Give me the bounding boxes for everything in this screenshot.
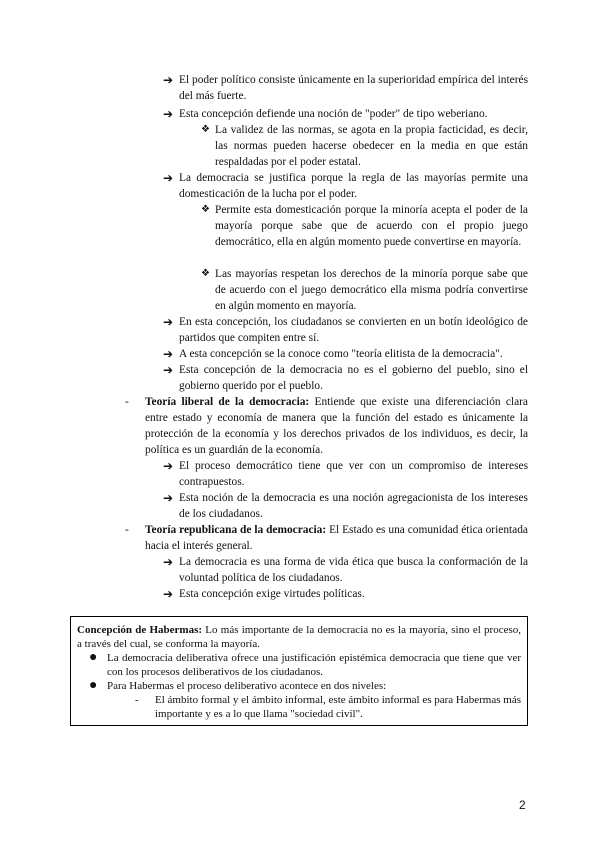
box-intro [77, 623, 521, 651]
dash-item [125, 522, 528, 554]
arrow-icon: ➔ [163, 73, 174, 87]
diamond-item [201, 122, 528, 170]
arrow-item [163, 170, 528, 202]
item-text: En esta concepción, los ciudadanos se convierten en un botín ideológico de partidos que compiten entre sí. [179, 316, 528, 344]
arrow-icon: ➔ [163, 491, 174, 505]
item-text: Esta concepción exige virtudes políticas. [179, 588, 365, 600]
arrow-icon: ➔ [163, 107, 174, 121]
item-body: El Estado es una comunidad ética orientada hacia el interés general. [145, 524, 528, 552]
item-text: La validez de las normas, se agota en la propia facticidad, es decir, las normas pueden hacerse obedecer en la media en que están respaldadas por el poder estatal. [215, 124, 528, 168]
item-heading: Teoría liberal de la democracia: [145, 396, 310, 408]
item-text: A esta concepción se la conoce como "teoría elitista de la democracia". [179, 348, 503, 360]
arrow-icon: ➔ [163, 587, 174, 601]
item-body: Entiende que existe una diferenciación clara entre estado y economía de manera que la función del estado es únicamente la protección de la economía y los derechos privados de los individuos, es decir, la política es un guardián de la economía. [145, 396, 528, 456]
item-text [145, 394, 528, 458]
item-text: El poder político consiste únicamente en la superioridad empírica del interés del más fuerte. [179, 74, 528, 102]
habermas-box [70, 616, 528, 726]
sub-item-text: El ámbito formal y el ámbito informal, este ámbito informal es para Habermas más importante y es a lo que llama "sociedad civil". [155, 694, 521, 720]
arrow-icon: ➔ [163, 555, 174, 569]
bullet-icon: ● [89, 650, 98, 665]
diamond-icon: ❖ [201, 204, 210, 215]
arrow-item [163, 554, 528, 586]
item-text: El proceso democrático tiene que ver con un compromiso de intereses contrapuestos. [179, 460, 528, 488]
dash-icon: - [135, 694, 139, 706]
item-text: Permite esta domesticación porque la minoría acepta el poder de la mayoría porque sabe que de acuerdo con el propio juego democrático, ella en algún momento puede convertirse en mayoría. [215, 204, 528, 248]
arrow-item [163, 458, 528, 490]
arrow-item [163, 586, 528, 602]
arrow-icon: ➔ [163, 363, 174, 377]
arrow-icon: ➔ [163, 459, 174, 473]
box-title: Concepción de Habermas: [77, 624, 203, 636]
arrow-item [163, 106, 528, 122]
bullet-text: Para Habermas el proceso deliberativo acontece en dos niveles: [107, 680, 387, 692]
bullet-text: La democracia deliberativa ofrece una justificación epistémica democracia que tiene que ver con los procesos deliberativos de los ciudadanos. [107, 652, 521, 678]
dash-icon: - [125, 396, 129, 408]
arrow-item [163, 314, 528, 346]
diamond-icon: ❖ [201, 124, 210, 135]
item-text: Esta noción de la democracia es una noción agregacionista de los intereses de los ciudadanos. [179, 492, 528, 520]
diamond-item [201, 266, 528, 314]
box-intro-text: Lo más importante de la democracia no es la mayoría, sino el proceso, a través del cual, se conforma la mayoría. [77, 624, 521, 650]
page-number: 2 [519, 798, 526, 812]
item-text: La democracia se justifica porque la regla de las mayorías permite una domesticación de la lucha por el poder. [179, 172, 528, 200]
item-text [145, 522, 528, 554]
box-sub-item [135, 693, 521, 721]
diamond-icon: ❖ [201, 268, 210, 279]
diamond-item [201, 202, 528, 250]
arrow-icon: ➔ [163, 315, 174, 329]
box-bullet [89, 679, 521, 693]
arrow-item [163, 490, 528, 522]
arrow-icon: ➔ [163, 347, 174, 361]
arrow-icon: ➔ [163, 171, 174, 185]
dash-icon: - [125, 524, 129, 536]
item-text: La democracia es una forma de vida ética que busca la conformación de la voluntad política de los ciudadanos. [179, 556, 528, 584]
arrow-item [163, 362, 528, 394]
item-text: Esta concepción de la democracia no es el gobierno del pueblo, sino el gobierno querido por el pueblo. [179, 364, 528, 392]
item-text: Esta concepción defiende una noción de "poder" de tipo weberiano. [179, 108, 488, 120]
bullet-icon: ● [89, 678, 98, 693]
box-bullet [89, 651, 521, 679]
arrow-item [163, 72, 528, 104]
item-heading: Teoría republicana de la democracia: [145, 524, 327, 536]
item-text: Las mayorías respetan los derechos de la minoría porque sabe que de acuerdo con el juego democrático ella misma podría convertirse en algún momento en mayoría. [215, 268, 528, 312]
dash-item [125, 394, 528, 458]
arrow-item [163, 346, 528, 362]
